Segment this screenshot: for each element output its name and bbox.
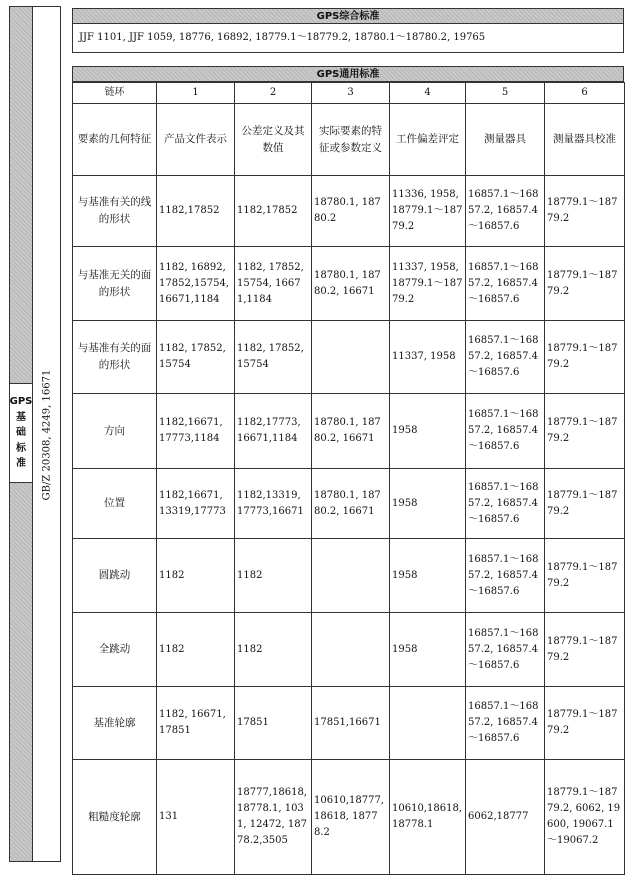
column-header: 实际要素的特征或参数定义 <box>312 104 390 176</box>
column-header: 测量器具校准 <box>545 104 625 176</box>
common-standards-table <box>72 82 625 875</box>
common-standards-title: GPS通用标准 <box>72 66 624 82</box>
standard-cell <box>312 321 390 394</box>
feature-cell: 与基准有关的面的形状 <box>73 321 157 394</box>
standard-cell: 16857.1～16857.2, 16857.4～16857.6 <box>466 539 545 613</box>
gps-basic-standards-label <box>9 383 33 483</box>
standard-cell: 10610,18777, 18618, 18778.2 <box>312 760 390 875</box>
standard-cell: 16857.1～16857.2, 16857.4～16857.6 <box>466 321 545 394</box>
column-header: 要素的几何特征 <box>73 104 157 176</box>
standard-cell: 18779.1～18779.2 <box>545 469 625 539</box>
standard-cell <box>312 613 390 687</box>
standard-cell: 1182,13319, 17773,16671 <box>235 469 312 539</box>
standard-cell: 18780.1, 18780.2, 16671 <box>312 247 390 321</box>
standard-cell <box>312 539 390 613</box>
table-row <box>73 760 625 875</box>
standard-cell: 11337, 1958, 18779.1～18779.2 <box>390 247 466 321</box>
label-char: 础 <box>16 427 26 439</box>
chain-link-row <box>73 83 625 104</box>
standard-cell: 1182,16671, 13319,17773 <box>157 469 235 539</box>
standard-cell: 11336, 1958, 18779.1～18779.2 <box>390 176 466 247</box>
table-row <box>73 176 625 247</box>
table-row <box>73 394 625 469</box>
standard-cell: 17851,16671 <box>312 687 390 760</box>
feature-cell: 基准轮廓 <box>73 687 157 760</box>
column-number: 2 <box>235 83 312 104</box>
standard-cell: 1182 <box>235 539 312 613</box>
table-row <box>73 539 625 613</box>
standard-cell: 1182,16671, 17773,1184 <box>157 394 235 469</box>
column-number: 4 <box>390 83 466 104</box>
standard-cell: 18779.1～18779.2 <box>545 247 625 321</box>
standard-cell: 17851 <box>235 687 312 760</box>
table-row <box>73 613 625 687</box>
standard-cell: 1182, 17852,15754 <box>235 321 312 394</box>
feature-cell: 全跳动 <box>73 613 157 687</box>
label-char: 准 <box>16 458 26 470</box>
standard-cell: 1182 <box>157 539 235 613</box>
standard-cell: 18779.1～18779.2 <box>545 613 625 687</box>
label-char: 基 <box>16 411 26 423</box>
standard-cell: 1182,17773, 16671,1184 <box>235 394 312 469</box>
column-header: 产品文件表示 <box>157 104 235 176</box>
feature-cell: 粗糙度轮廓 <box>73 760 157 875</box>
standard-cell: 1958 <box>390 394 466 469</box>
feature-cell: 与基准有关的线的形状 <box>73 176 157 247</box>
basic-standards-list: GB/Z 20308, 4249, 16671 <box>41 369 53 501</box>
standard-cell: 1182, 16671,17851 <box>157 687 235 760</box>
standard-cell: 18779.1～18779.2 <box>545 539 625 613</box>
standard-cell: 1182,17852 <box>157 176 235 247</box>
feature-cell: 与基准无关的面的形状 <box>73 247 157 321</box>
standard-cell: 10610,18618, 18778.1 <box>390 760 466 875</box>
standard-cell: 6062,18777 <box>466 760 545 875</box>
standard-cell: 11337, 1958 <box>390 321 466 394</box>
standard-cell: 1182 <box>157 613 235 687</box>
column-number: 6 <box>545 83 625 104</box>
standard-cell: 16857.1～16857.2, 16857.4～16857.6 <box>466 176 545 247</box>
standard-cell: 16857.1～16857.2, 16857.4～16857.6 <box>466 394 545 469</box>
standard-cell: 18779.1～18779.2, 6062, 19600, 19067.1～19067.2 <box>545 760 625 875</box>
standard-cell: 1958 <box>390 539 466 613</box>
column-number: 5 <box>466 83 545 104</box>
standard-cell: 1182, 17852,15754 <box>157 321 235 394</box>
table-row <box>73 687 625 760</box>
column-header: 工件偏差评定 <box>390 104 466 176</box>
column-number: 1 <box>157 83 235 104</box>
feature-cell: 圆跳动 <box>73 539 157 613</box>
standard-cell: 18780.1, 18780.2 <box>312 176 390 247</box>
table-row <box>73 469 625 539</box>
column-header: 测量器具 <box>466 104 545 176</box>
standard-cell: 1182 <box>235 613 312 687</box>
label-char: 标 <box>16 442 26 454</box>
label-char: GPS <box>9 396 33 408</box>
column-header: 公差定义及其数值 <box>235 104 312 176</box>
standard-cell: 16857.1～16857.2, 16857.4～16857.6 <box>466 469 545 539</box>
standard-cell: 16857.1～16857.2, 16857.4～16857.6 <box>466 687 545 760</box>
standard-cell: 1182, 16892, 17852,15754, 16671,1184 <box>157 247 235 321</box>
standard-cell: 1958 <box>390 613 466 687</box>
standard-cell: 16857.1～16857.2, 16857.4～16857.6 <box>466 247 545 321</box>
standard-cell: 1958 <box>390 469 466 539</box>
standard-cell <box>390 687 466 760</box>
feature-cell: 位置 <box>73 469 157 539</box>
standard-cell: 16857.1～16857.2, 16857.4～16857.6 <box>466 613 545 687</box>
general-standards-list: JJF 1101, JJF 1059, 18776, 16892, 18779.1～18779.2, 18780.1～18780.2, 19765 <box>72 23 624 53</box>
table-row <box>73 321 625 394</box>
standard-cell: 1182,17852 <box>235 176 312 247</box>
standard-cell: 18780.1, 18780.2, 16671 <box>312 469 390 539</box>
header-row <box>73 104 625 176</box>
standard-cell: 1182, 17852, 15754, 16671,1184 <box>235 247 312 321</box>
standard-cell: 131 <box>157 760 235 875</box>
chain-link-label: 链环 <box>73 83 157 104</box>
column-number: 3 <box>312 83 390 104</box>
standard-cell: 18779.1～18779.2 <box>545 176 625 247</box>
table-row <box>73 247 625 321</box>
standard-cell: 18779.1～18779.2 <box>545 321 625 394</box>
feature-cell: 方向 <box>73 394 157 469</box>
general-standards-title: GPS综合标准 <box>72 8 624 24</box>
standard-cell: 18780.1, 18780.2, 16671 <box>312 394 390 469</box>
standard-cell: 18779.1～18779.2 <box>545 394 625 469</box>
standard-cell: 18779.1～18779.2 <box>545 687 625 760</box>
standard-cell: 18777,18618, 18778.1, 1031, 12472, 18778.2,3505 <box>235 760 312 875</box>
